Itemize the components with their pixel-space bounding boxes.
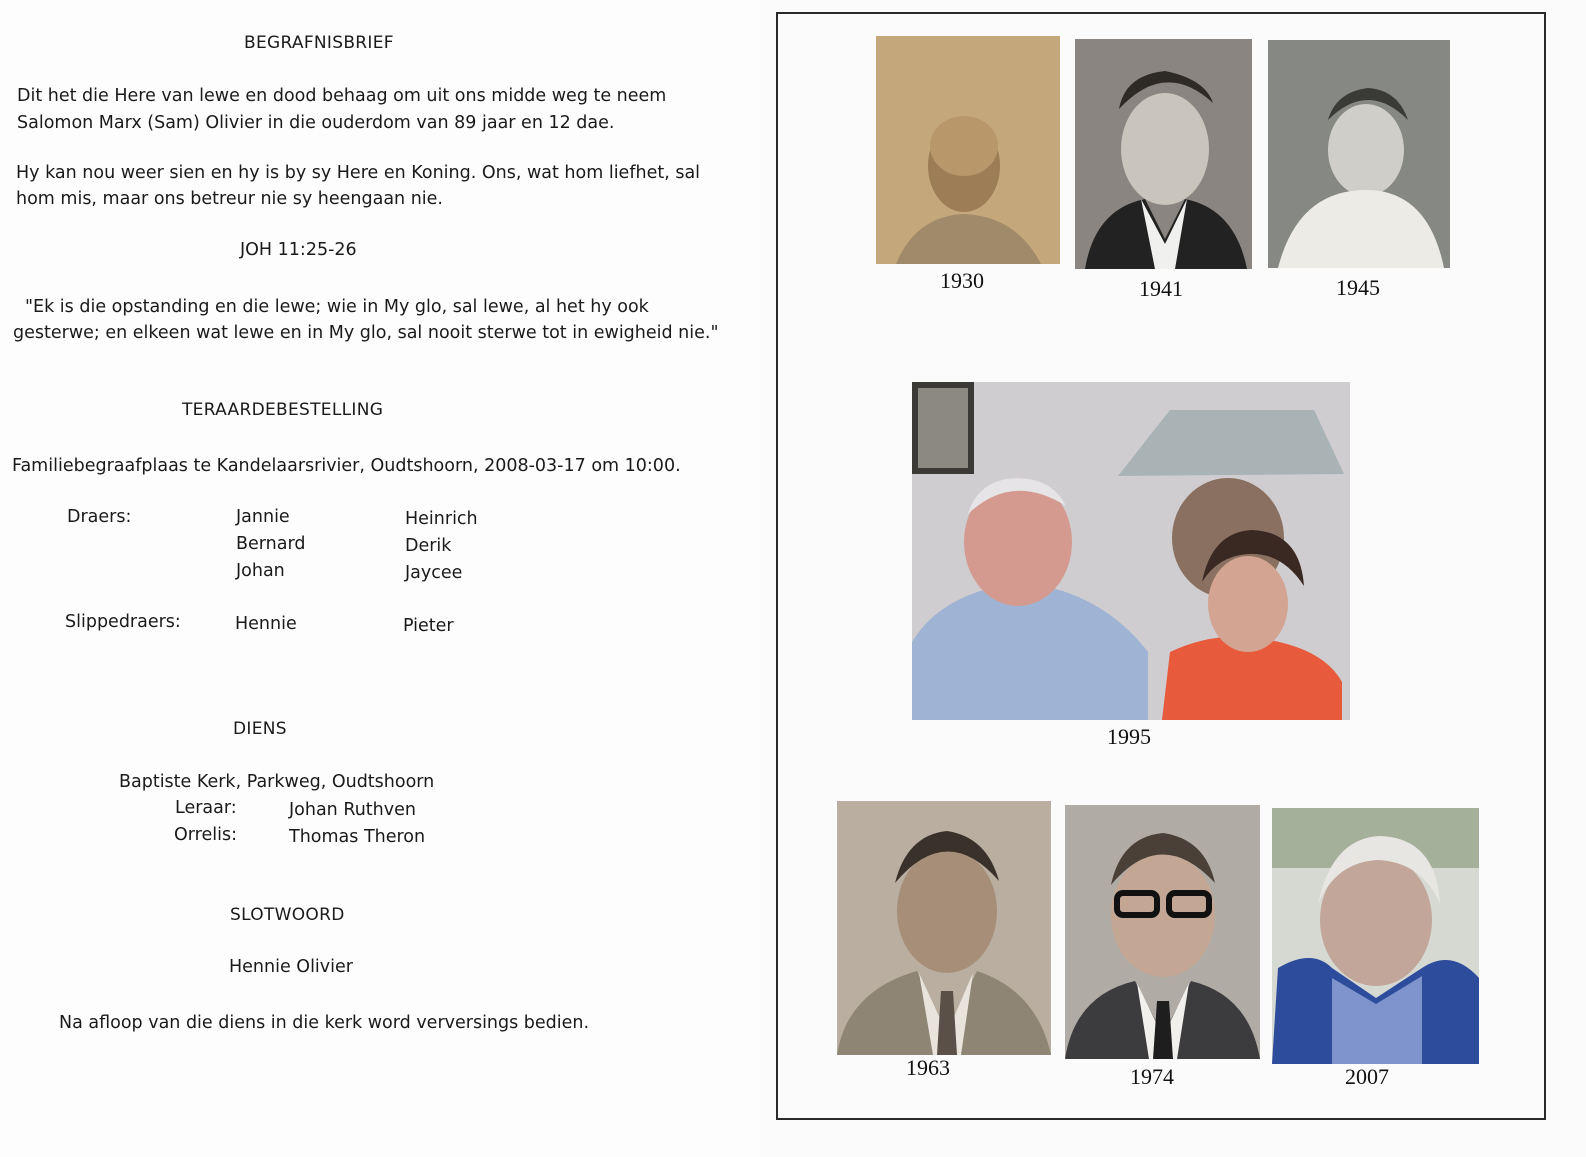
portrait-photo-icon (876, 36, 1060, 264)
photo-year-caption: 1995 (1107, 724, 1151, 749)
quote-line-2: gesterwe; en elkeen wat lewe en in My glo, sal nooit sterwe tot in ewigheid nie." (13, 323, 719, 343)
portrait-photo-icon (1272, 808, 1479, 1064)
bearers-label: Draers: (67, 507, 132, 527)
closing-heading: SLOTWOORD (230, 905, 345, 925)
intro-line-1: Dit het die Here van lewe en dood behaag om uit ons midde weg te neem (17, 86, 667, 106)
pastor-name: Johan Ruthven (289, 800, 416, 820)
service-venue: Baptiste Kerk, Parkweg, Oudtshoorn (119, 772, 435, 792)
photo-1963 (837, 801, 1051, 1055)
photo-year-caption: 1974 (1130, 1064, 1174, 1089)
portrait-photo-icon (1268, 40, 1450, 268)
organist-label: Orrelis: (174, 825, 237, 845)
pallbearer-name: Hennie (235, 614, 297, 634)
refreshments-note: Na afloop van die diens in die kerk word verversings bedien. (59, 1013, 590, 1033)
photo-year-caption: 2007 (1345, 1064, 1389, 1089)
bearer-name: Heinrich (405, 509, 478, 529)
burial-details: Familiebegraafplaas te Kandelaarsrivier, Oudtshoorn, 2008-03-17 om 10:00. (12, 456, 681, 476)
photo-1995 (912, 382, 1350, 720)
photo-1945 (1268, 40, 1450, 268)
pastor-label: Leraar: (175, 798, 237, 818)
photo-year-caption: 1963 (906, 1055, 950, 1080)
paragraph-2-line-1: Hy kan nou weer sien en hy is by sy Here en Koning. Ons, wat hom liefhet, sal (16, 163, 701, 183)
photo-year-caption: 1930 (940, 268, 984, 293)
bearer-name: Jannie (236, 507, 290, 527)
organist-name: Thomas Theron (289, 827, 426, 847)
photo-1930 (876, 36, 1060, 264)
obituary-text-page (0, 0, 760, 1157)
photo-page (760, 0, 1586, 1157)
portrait-photo-icon (1065, 805, 1260, 1059)
portrait-photo-icon (1075, 39, 1252, 269)
intro-line-2: Salomon Marx (Sam) Olivier in die ouderdom van 89 jaar en 12 dae. (17, 113, 615, 133)
bearer-name: Jaycee (405, 563, 463, 583)
pallbearer-name: Pieter (403, 616, 454, 636)
bearer-name: Johan (236, 561, 285, 581)
bearer-name: Derik (405, 536, 452, 556)
photo-2007 (1272, 808, 1479, 1064)
page-title: BEGRAFNISBRIEF (244, 33, 394, 53)
burial-heading: TERAARDEBESTELLING (182, 400, 384, 420)
closing-speaker: Hennie Olivier (229, 957, 353, 977)
photo-1974 (1065, 805, 1260, 1059)
paragraph-2-line-2: hom mis, maar ons betreur nie sy heengaan nie. (16, 189, 443, 209)
service-heading: DIENS (233, 719, 287, 739)
pallbearers-label: Slippedraers: (65, 612, 181, 632)
quote-line-1: "Ek is die opstanding en die lewe; wie in My glo, sal lewe, al het hy ook (25, 297, 649, 317)
scripture-reference: JOH 11:25-26 (240, 240, 357, 260)
bearer-name: Bernard (236, 534, 306, 554)
portrait-photo-icon (837, 801, 1051, 1055)
photo-year-caption: 1945 (1336, 275, 1380, 300)
photo-1941 (1075, 39, 1252, 269)
couple-photo-icon (912, 382, 1350, 720)
photo-year-caption: 1941 (1139, 276, 1183, 301)
